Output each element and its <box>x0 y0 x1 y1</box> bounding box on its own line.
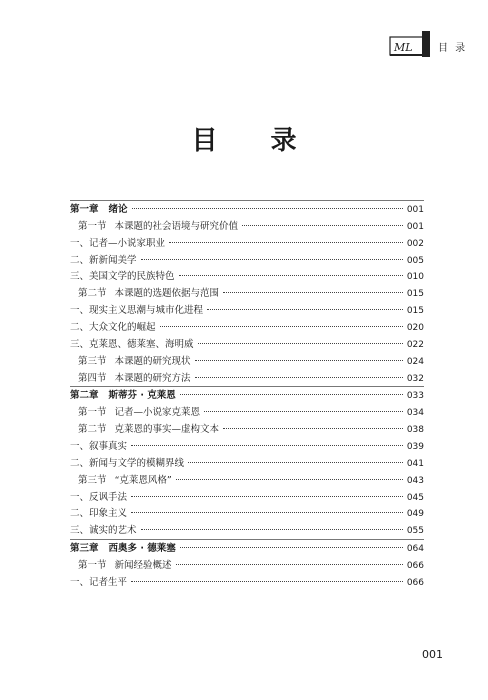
toc-entry[interactable] <box>70 268 424 285</box>
toc-entry-title: 记者—小说家克莱恩 <box>114 407 201 419</box>
dot-leader <box>131 445 403 446</box>
toc-entry-page: 015 <box>406 289 424 300</box>
toc-entry[interactable] <box>70 319 424 336</box>
toc-entry[interactable] <box>70 438 424 455</box>
dot-leader <box>169 242 403 243</box>
toc-entry-title: 一、记者生平 <box>70 576 128 588</box>
toc-entry[interactable] <box>70 574 424 591</box>
toc-entry-page: 049 <box>406 509 424 520</box>
toc-entry[interactable] <box>70 455 424 472</box>
toc-entry[interactable] <box>70 472 424 489</box>
toc-entry-title: 二、印象主义 <box>70 508 128 520</box>
dot-leader <box>195 360 403 361</box>
toc-entry-label <box>70 336 194 350</box>
toc-entry[interactable] <box>70 252 424 269</box>
toc-entry-page: 064 <box>406 544 424 555</box>
toc-entry[interactable] <box>70 489 424 506</box>
toc-entry-label <box>78 370 191 384</box>
ml-logo-icon <box>388 28 432 60</box>
toc-entry-page: 039 <box>406 442 424 453</box>
dot-leader <box>207 309 403 310</box>
toc-entry[interactable] <box>70 505 424 522</box>
toc-entry-title: 斯蒂芬 · 克莱恩 <box>108 390 176 402</box>
toc-entry-label <box>70 522 137 536</box>
toc-entry-page: 038 <box>406 425 424 436</box>
dot-leader <box>204 411 403 412</box>
toc-entry-title: 一、反讽手法 <box>70 491 128 503</box>
toc-entry-label <box>70 268 175 282</box>
toc-entry-label <box>78 218 238 232</box>
toc-entry-title: 二、大众文化的崛起 <box>70 322 156 334</box>
toc-entry-page: 020 <box>406 323 424 334</box>
toc-entry-title: 新闻经验概述 <box>114 560 172 572</box>
toc-entry-page: 015 <box>406 306 424 317</box>
dot-leader <box>141 259 403 260</box>
page-number: 001 <box>422 648 443 661</box>
toc-entry-label <box>70 489 127 503</box>
toc-entry-label <box>70 235 165 249</box>
toc-entry[interactable] <box>70 200 424 218</box>
toc-entry-number: 第二节 <box>78 288 107 300</box>
toc-entry-page: 055 <box>406 526 424 537</box>
toc-entry-title: 三、美国文学的民族特色 <box>70 271 175 283</box>
toc-entry-page: 024 <box>406 356 424 367</box>
dot-leader <box>131 581 403 582</box>
toc-entry[interactable] <box>70 302 424 319</box>
toc-entry-page: 033 <box>406 391 424 402</box>
toc-entry-page: 001 <box>406 205 424 215</box>
toc-entry-label <box>70 387 176 401</box>
toc-entry-page: 034 <box>406 408 424 419</box>
toc-entry-page: 002 <box>406 238 424 249</box>
toc-entry-title: “克莱恩风格” <box>114 474 172 486</box>
page-title: 目 录 <box>191 126 319 156</box>
toc-entry-title: 本课题的研究方法 <box>114 372 191 384</box>
toc-entry-title: 绪论 <box>108 204 128 215</box>
dot-leader <box>223 292 403 293</box>
running-header <box>388 28 468 64</box>
toc-entry-title: 西奥多 · 德莱塞 <box>108 543 176 555</box>
logo-text: ML <box>394 41 413 54</box>
toc-entry-title: 本课题的研究现状 <box>114 355 191 367</box>
toc-entry-page: 043 <box>406 475 424 486</box>
toc-entry[interactable] <box>70 539 424 557</box>
toc-entry-label <box>78 421 219 435</box>
toc-entry[interactable] <box>70 285 424 302</box>
toc-entry[interactable] <box>70 353 424 370</box>
toc-entry-number: 第一节 <box>78 407 107 419</box>
toc-entry-label <box>70 455 184 469</box>
toc-entry-page: 066 <box>406 561 424 572</box>
toc-entry[interactable] <box>70 421 424 438</box>
dot-leader <box>198 343 403 344</box>
toc-entry-title: 一、现实主义思潮与城市化进程 <box>70 305 204 317</box>
toc-entry-label <box>70 252 137 266</box>
toc-entry-title: 一、叙事真实 <box>70 441 128 453</box>
toc-entry-label <box>70 438 127 452</box>
toc-entry-page: 041 <box>406 458 424 469</box>
toc-entry-title: 本课题的选题依据与范围 <box>114 288 220 300</box>
toc-entry-number: 第二节 <box>78 424 107 436</box>
toc-entry-page: 032 <box>406 373 424 384</box>
dot-leader <box>176 564 403 565</box>
dot-leader <box>242 225 403 226</box>
toc-entry-page: 001 <box>406 221 424 232</box>
toc-entry[interactable] <box>70 370 424 387</box>
toc-entry-title: 本课题的社会语境与研究价值 <box>114 220 239 232</box>
toc-entry-title: 克莱恩的事实—虚构文本 <box>114 424 220 436</box>
toc-entry-number: 第三节 <box>78 355 107 367</box>
toc-entry[interactable] <box>70 557 424 574</box>
dot-leader <box>180 394 403 395</box>
toc-entry-label <box>70 319 156 333</box>
toc-entry-label <box>78 557 172 571</box>
toc-entry-title: 三、诚实的艺术 <box>70 525 137 537</box>
toc-entry[interactable] <box>70 218 424 235</box>
toc-entry-number: 第二章 <box>70 390 99 402</box>
toc-entry-number: 第一节 <box>78 560 107 572</box>
toc-entry[interactable] <box>70 386 424 404</box>
toc-entry-page: 066 <box>406 577 424 588</box>
dot-leader <box>176 479 403 480</box>
dot-leader <box>223 428 403 429</box>
toc-entry-number: 第三节 <box>78 474 107 486</box>
toc-entry-number: 第一节 <box>78 220 107 232</box>
toc-entry-label <box>70 505 127 519</box>
toc-entry-title: 二、新闻与文学的模糊界线 <box>70 457 185 469</box>
toc-entry[interactable] <box>70 336 424 353</box>
toc-entry-number: 第一章 <box>70 204 99 215</box>
header-title: 目 录 <box>438 43 468 54</box>
toc-entry-page: 045 <box>406 492 424 503</box>
toc-entry-label <box>78 285 219 299</box>
dot-leader <box>179 275 403 276</box>
toc-entry-page: 010 <box>406 272 424 283</box>
toc-entry-label <box>70 574 127 588</box>
toc-entry-page: 005 <box>406 255 424 266</box>
toc-entry-label <box>70 540 176 554</box>
toc-entry-title: 二、新新闻美学 <box>70 254 137 266</box>
dot-leader <box>188 462 403 463</box>
toc-entry-label <box>70 302 203 316</box>
dot-leader <box>141 529 403 530</box>
toc-entry-label <box>78 472 172 486</box>
dot-leader <box>160 326 403 327</box>
toc-entry-title: 三、克莱恩、德莱塞、海明威 <box>70 338 194 350</box>
dot-leader <box>195 377 403 378</box>
toc-entry-number: 第四节 <box>78 372 107 384</box>
toc-entry-label <box>78 353 191 367</box>
dot-leader <box>180 547 403 548</box>
table-of-contents <box>70 200 424 591</box>
toc-entry-title: 一、记者—小说家职业 <box>70 237 166 249</box>
toc-entry[interactable] <box>70 522 424 539</box>
dot-leader <box>132 208 403 209</box>
toc-entry-label <box>78 404 200 418</box>
dot-leader <box>131 512 403 513</box>
toc-entry-label <box>70 201 128 215</box>
toc-entry[interactable] <box>70 404 424 421</box>
dot-leader <box>131 496 403 497</box>
toc-entry[interactable] <box>70 235 424 252</box>
toc-entry-number: 第三章 <box>70 543 99 555</box>
toc-entry-page: 022 <box>406 339 424 350</box>
